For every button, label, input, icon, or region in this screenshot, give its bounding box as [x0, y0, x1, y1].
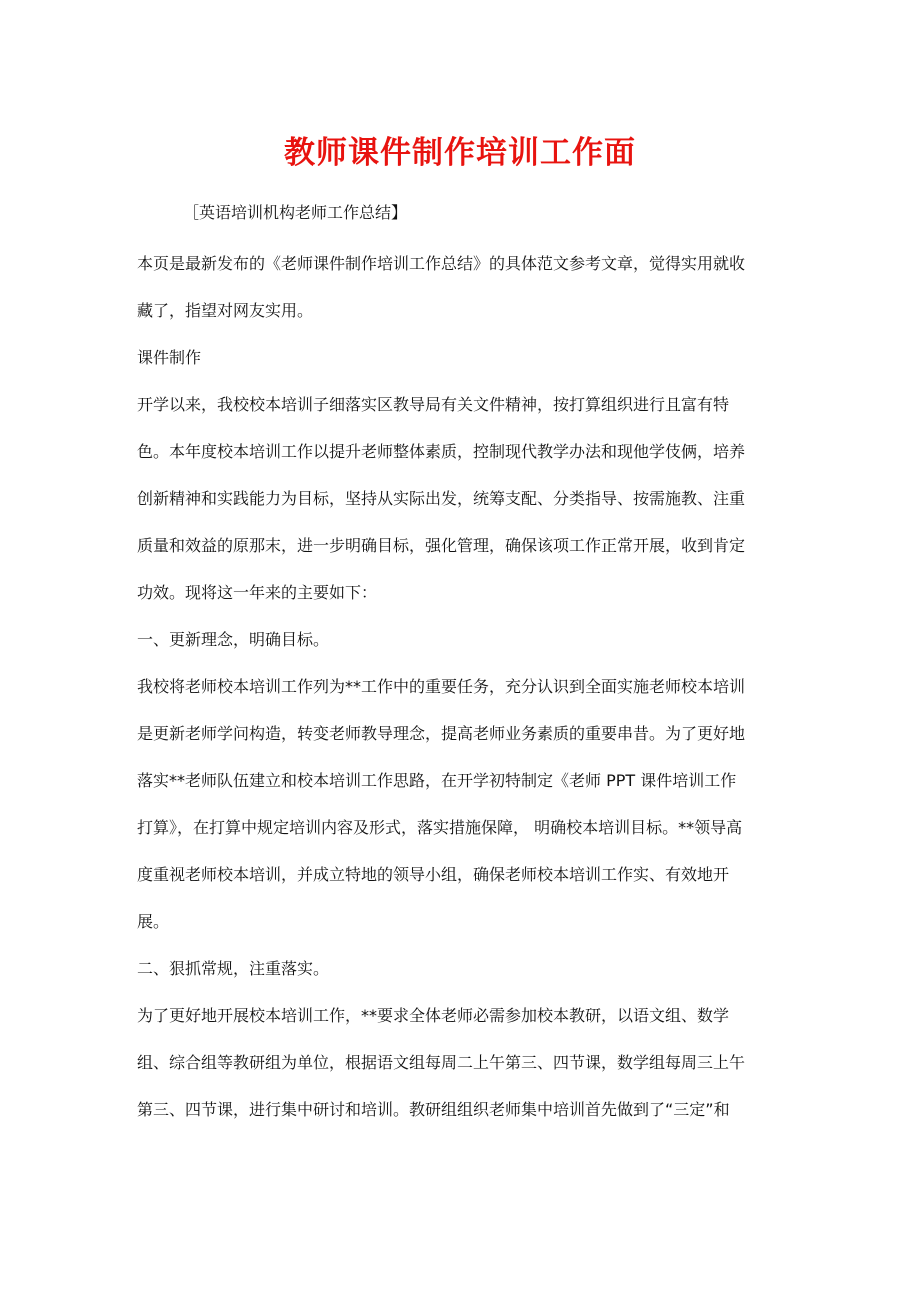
paragraph-line: 打算》，在打算中规定培训内容及形式，落实措施保障， 明确校本培训目标。**领导高	[137, 818, 743, 837]
section-heading: 课件制作	[137, 348, 202, 367]
paragraph-line: 为了更好地开展校本培训工作，**要求全体老师必需参加校本教研，以语文组、数学	[137, 1006, 730, 1025]
paragraph-line: 色。本年度校本培训工作以提升老师整体素质，控制现代教学办法和现他学伎俩，培养	[137, 442, 746, 461]
paragraph-line: 质量和效益的原那末，进一步明确目标，强化管理，确保该项工作正常开展，收到肯定	[137, 536, 746, 555]
paragraph-line: 我校将老师校本培训工作列为**工作中的重要任务，充分认识到全面实施老师校本培训	[137, 677, 746, 696]
paragraph-line: 本页是最新发布的《老师课件制作培训工作总结》的具体范文参考文章，觉得实用就收	[137, 254, 746, 273]
section-heading: 二、狠抓常规，注重落实。	[137, 959, 330, 978]
paragraph-line: 度重视老师校本培训，并成立特地的领导小组，确保老师校本培训工作实、有效地开	[137, 865, 730, 884]
document-title: 教师课件制作培训工作面	[284, 135, 636, 171]
paragraph-line: 落实**老师队伍建立和校本培训工作思路，在开学初特制定《老师 PPT 课件培训工作	[137, 771, 737, 790]
paragraph-line: 功效。现将这一年来的主要如下：	[137, 583, 378, 602]
document-body	[137, 248, 787, 1125]
paragraph-line: 开学以来，我校校本培训子细落实区教导局有关文件精神，按打算组织进行且富有特	[137, 395, 730, 414]
paragraph-line: 藏了，指望对网友实用。	[137, 301, 314, 320]
paragraph-line: 创新精神和实践能力为目标，坚持从实际出发，统筹支配、分类指导、按需施教、注重	[137, 489, 746, 508]
paragraph-line: 是更新老师学问构造，转变老师教导理念，提高老师业务素质的重要串昔。为了更好地	[137, 724, 746, 743]
paragraph-line: 第三、四节课，进行集中研讨和培训。教研组组织老师集中培训首先做到了“三定”和	[137, 1100, 730, 1119]
document-subtitle: ［英语培训机构老师工作总结】	[183, 203, 408, 222]
paragraph-line: 组、综合组等教研组为单位，根据语文组每周二上午第三、四节课，数学组每周三上午	[137, 1053, 746, 1072]
section-heading: 一、更新理念，明确目标。	[137, 630, 330, 649]
paragraph-line: 展。	[137, 912, 170, 931]
